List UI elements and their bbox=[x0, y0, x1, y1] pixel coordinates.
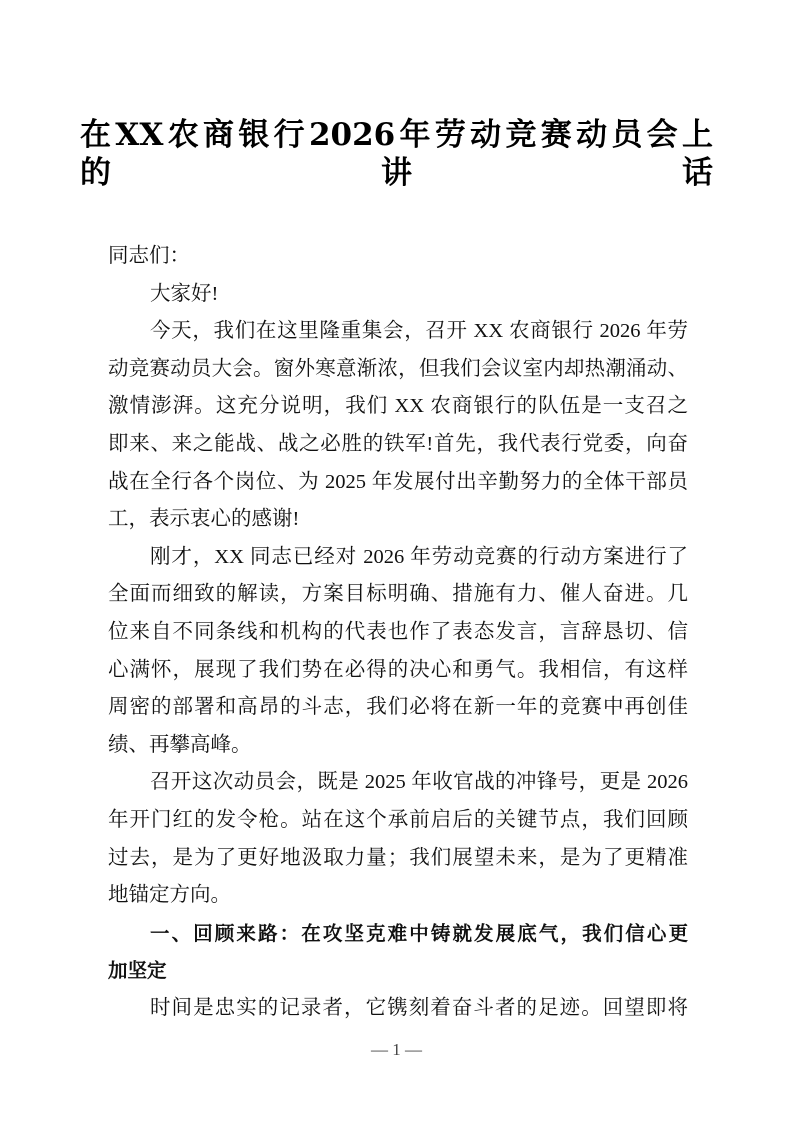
title-line: 的讲话 bbox=[80, 154, 713, 191]
paragraph-line: 激情澎湃。这充分说明，我们 XX 农商银行的队伍是一支召之 bbox=[108, 395, 688, 418]
paragraph-line: 工，表示衷心的感谢! bbox=[108, 508, 300, 531]
section-heading bbox=[108, 915, 688, 990]
heading-line: 一、回顾来路：在攻坚克难中铸就发展底气，我们信心更 bbox=[150, 921, 688, 945]
salutation: 同志们： bbox=[108, 245, 190, 267]
paragraph-plan-review bbox=[108, 539, 688, 765]
paragraph-meeting-purpose bbox=[108, 764, 688, 914]
paragraph-line: 时间是忠实的记录者，它镌刻着奋斗者的足迹。回望即将 bbox=[150, 996, 688, 1019]
paragraph-line: 刚才，XX 同志已经对 2026 年劳动竞赛的行动方案进行了 bbox=[150, 545, 688, 568]
document-title bbox=[80, 112, 713, 191]
document-body bbox=[108, 238, 688, 1027]
paragraph-line: 动竞赛动员大会。窗外寒意渐浓，但我们会议室内却热潮涌动、 bbox=[108, 357, 688, 380]
paragraph-line: 周密的部署和高昂的斗志，我们必将在新一年的竞赛中再创佳 bbox=[108, 696, 688, 719]
page-number: — 1 — bbox=[371, 1040, 422, 1059]
paragraph-line: 全面而细致的解读，方案目标明确、措施有力、催人奋进。几 bbox=[108, 583, 688, 606]
title-line: 在XX农商银行2026年劳动竞赛动员会上 bbox=[80, 117, 713, 153]
paragraph-line: 位来自不同条线和机构的代表也作了表态发言，言辞恳切、信 bbox=[108, 620, 688, 643]
paragraph-line: 今天，我们在这里隆重集会，召开 XX 农商银行 2026 年劳 bbox=[150, 320, 688, 343]
paragraph-line: 过去，是为了更好地汲取力量；我们展望未来，是为了更精准 bbox=[108, 846, 688, 869]
paragraph-opening bbox=[108, 313, 688, 539]
paragraph-line: 年开门红的发令枪。站在这个承前启后的关键节点，我们回顾 bbox=[108, 808, 688, 831]
paragraph-line: 地锚定方向。 bbox=[108, 884, 231, 907]
greeting: 大家好! bbox=[150, 282, 219, 305]
heading-line: 加坚定 bbox=[108, 959, 167, 983]
paragraph-line: 绩、再攀高峰。 bbox=[108, 733, 252, 756]
paragraph-line: 召开这次动员会，既是 2025 年收官战的冲锋号，更是 2026 bbox=[150, 771, 688, 794]
paragraph-line: 心满怀，展现了我们势在必得的决心和勇气。我相信，有这样 bbox=[108, 658, 688, 681]
paragraph-line: 战在全行各个岗位、为 2025 年发展付出辛勤努力的全体干部员 bbox=[108, 470, 688, 493]
paragraph-section-start bbox=[108, 990, 688, 1028]
paragraph-line: 即来、来之能战、战之必胜的铁军!首先，我代表行党委，向奋 bbox=[108, 432, 688, 455]
